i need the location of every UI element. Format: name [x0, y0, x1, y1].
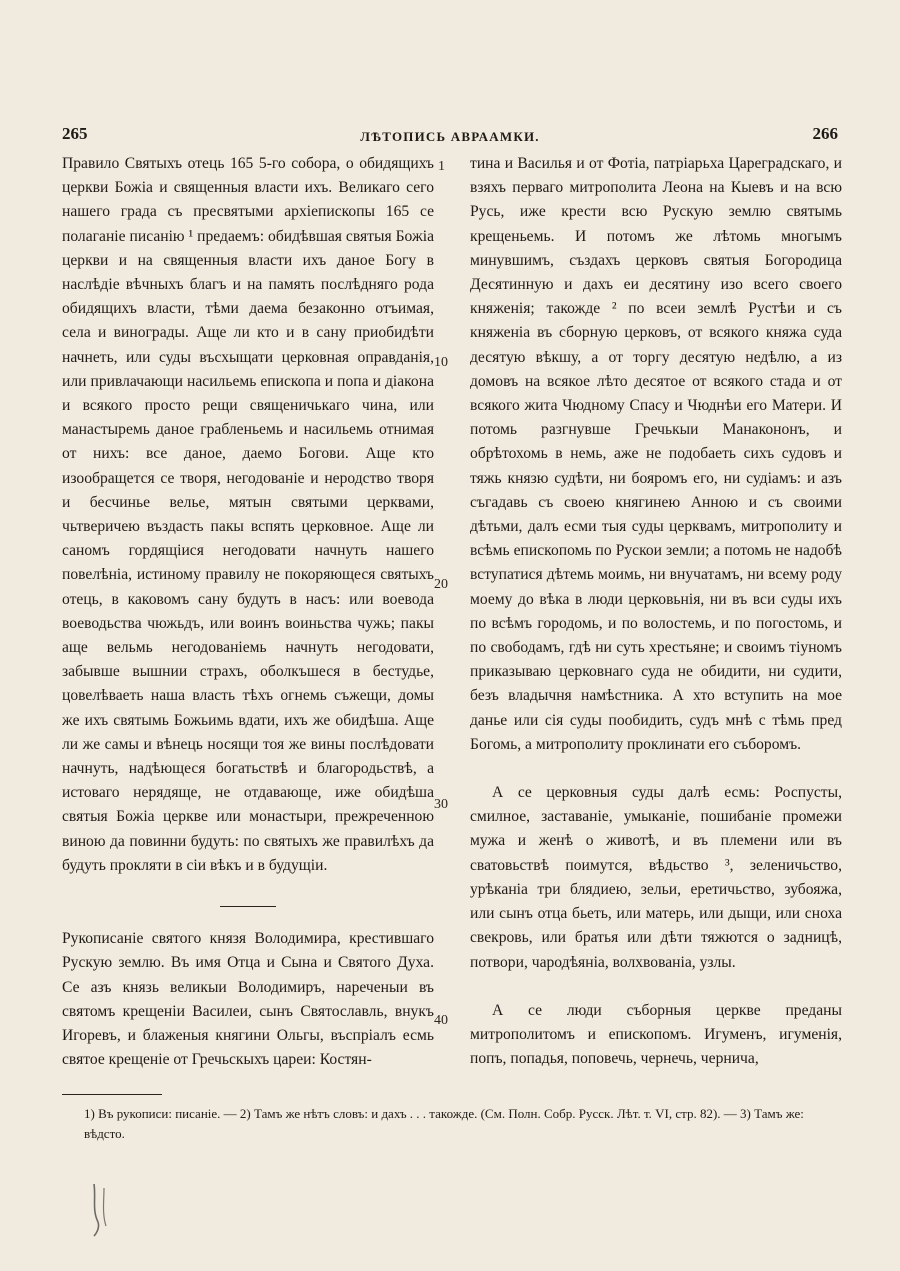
rule-text-paragraph: Правило Святыхъ отець 165 5-го собора, о обидящихъ церкви Божіа и священныя власти ихъ. Великаго сего нашего града съ пресвятыми архіепископы 165 се полаганіе писанію ¹ предаемъ: обидѣвшая святыя Божіа церкви и на священныя власти ихъ даное Богу в наслѣдіе вѣчныхъ благъ и на память послѣдняго рода обидящихъ власти, тѣми даема безаконно отъимая, села и винограды. Аще ли кто и в сану приобидѣти начнеть, или суды въсхыщати церковная оправданія, или привлачающи насильемь епископа и попа и діакона и всякого просто рещи священичькаго чина, или манастыремь даное грабленьемь и насильемь отнимая от нихъ: все даное, даемо Богови. Аще кто изообращется се творя, негодованіе и неродство творя и бесчинье велье, мятын святыми церквами, чьтверичею въздасть пакы вспять церковное. Аще ли саномъ гордящіися негодовати начнуть нашего повелѣніа, истиному правилу не покоряющеся святыхъ отець, в каковомъ сану будуть в насъ: или воевода воеводьства чюжьдъ, или воинъ воиньства чужь; пакы аще вельмь негодованіемь начнуть негодовати, забывше вышнии страхъ, оболкъшеся в бестудье, цовелѣваеть наша власть тѣхъ огнемь съжещи, домы же ихъ святымь Божьимь вдати, ихъ же обидѣша. Аще ли же самы и вѣнець носящи тоя же вины послѣдовати начнуть, надѣющеся богатьствѣ и благородьствѣ, а истоваго нерядяще, не отдавающе, иже обидѣша святыя Божіа церкве или монастыри, прежреченною виною да повинни будуть: по святыхъ же правилѣхъ да будуть прокляти в сіи вѣкъ и в будущіи.: [62, 155, 434, 874]
church-people-paragraph: А се люди съборныя церкве преданы митрополитомъ и епископомъ. Игуменъ, игуменія, попъ, попадья, поповечь, чернечь, чернича,: [470, 1001, 842, 1068]
pencil-mark: [82, 1180, 122, 1240]
running-title: ЛѢТОПИСЬ АВРААМКИ.: [360, 129, 540, 144]
section-divider: [220, 906, 276, 907]
line-number: 1: [438, 159, 445, 174]
line-number: 10: [434, 355, 448, 370]
charter-continuation-paragraph: тина и Василья и от Фотіа, патріарьха Цареградскаго, и взяхъ перваго митрополита Леона на Кыевъ и на всю Русь, иже крести всю Рускую землю святымь крещеньемь. И потомъ же лѣтомь многымъ минувшимъ, създахъ церковъ святыя Богородица Десятинную и дахъ еи десятину изо всего своего княженія; такожде ² по всеи землѣ Рустѣи и съ княженіа въ сборную церковъ, от всякого княжа суда десятую вѣкшу, а от торгу десятую недѣлю, а из домовъ на всякое лѣто десятое от всякого стада и от всякого жита Чюдному Спасу и Чюднѣи его Матери. И потомь разгнувше Гречькыи Манакононъ, и обрѣтохомь в немь, аже не подобаеть сихъ судовъ и тяжь князю судѣти, ни бояромъ его, ни судіамъ: и азъ съгадавь съ своею княгинею Анною и съ своими дѣтьми, далъ есми тыя суды церквамъ, митрополиту и всѣмь епископомь по Рускои земли; а потомь не надобѣ вступатися дѣтемь моимь, ни внучатамъ, ни всему роду моему до вѣка в люди церковьнія, ни въ вси суды ихъ по всѣмъ городомь, и по волостемь, и по погостомь, и по свободамъ, гдѣ ни суть хрестьяне; и своимъ тіуномъ приказываю церковнаго суда не обидити, ни судити, безъ владычня намѣстника. А хто вступить на мое данье или сія суды пообидить, судъ мнѣ с тѣмь пред Богомь, а митрополиту проклинати его съборомъ.: [470, 155, 842, 753]
line-number: 20: [434, 577, 448, 592]
church-courts-paragraph: А се церковныя суды далѣ есмь: Роспусты, смилное, заставаніе, умыканіе, пошибаніе промежи мужа и женѣ о животѣ, и въ племени или въ сватовьствѣ поимутся, вѣдьство ³, зеленичьство, урѣканіа три блядиею, зельи, еретичьство, зубояжа, или сынъ отца бьеть, или матерь, или дыщи, или сноха свекровь, или братья или дѣти тяжются о задницѣ, потвори, чародѣяніа, волхвованіа, узлы.: [470, 784, 842, 971]
right-column: [470, 152, 842, 1071]
charter-paragraph: Рукописаніе святого князя Володимира, крестившаго Рускую землю. Въ имя Отца и Сына и Святого Духа. Се азъ князь великыи Володимиръ, нареченыи въ святомъ крещеніи Василеи, сынъ Святославль, внукъ Игоревъ, и блаженыя княгини Ольгы, въспріалъ есмь святое крещеніе от Гречьскыхъ цареи: Костян-: [62, 930, 434, 1069]
footnotes: 1) Въ рукописи: писаніе. — 2) Тамъ же нѣтъ словъ: и дахъ . . . такожде. (См. Полн. Собр. Русск. Лѣт. т. VI, стр. 82). — 3) Тамъ же: вѣдсто.: [84, 1106, 804, 1141]
line-number: 30: [434, 797, 448, 812]
page-number-left: 265: [62, 124, 88, 143]
line-number: 40: [434, 1013, 448, 1028]
footnote-divider: [62, 1094, 162, 1095]
left-column: [62, 152, 434, 1072]
page-number-right: 266: [812, 124, 838, 143]
